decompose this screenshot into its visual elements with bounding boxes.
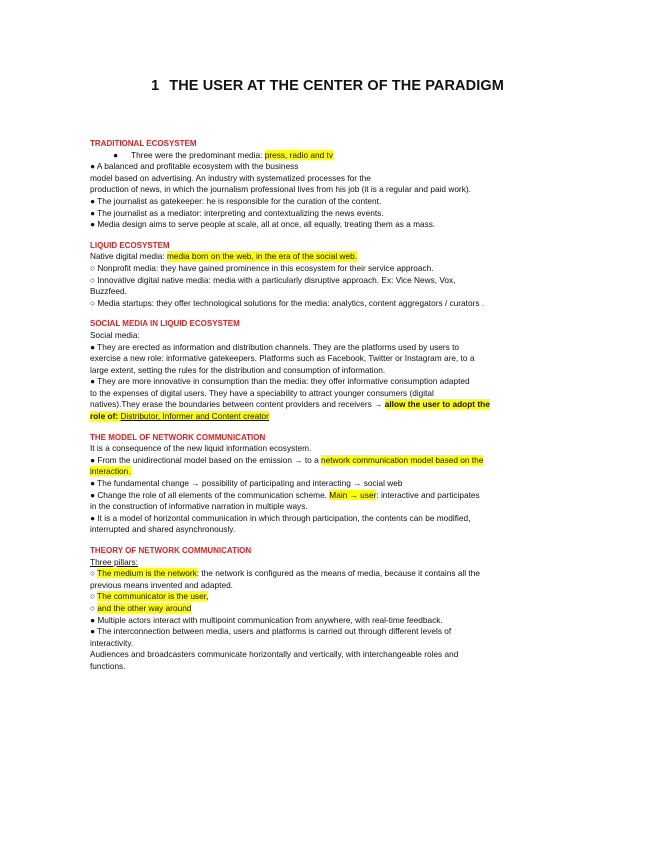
text-run: ● Change the role of all elements of the communication scheme.	[90, 489, 330, 500]
paragraph-line: interrupted and shared asynchronously.	[90, 524, 236, 535]
highlighted-text: The medium is the network	[97, 568, 197, 579]
highlighted-text: allow the user to adopt the	[384, 399, 490, 410]
paragraph-line: ● The journalist as gatekeeper: he is responsible for the curation of the content.	[90, 195, 382, 206]
paragraph-line: ● A balanced and profitable ecosystem with the business	[90, 161, 299, 172]
highlighted-text: and the other way around	[97, 602, 192, 613]
text-run: Three were the predominant media:	[131, 149, 265, 160]
paragraph-line	[90, 490, 570, 502]
text-run: : interactive and participates	[376, 489, 480, 500]
paragraph-line: model based on advertising. An industry with systematized processes for the	[90, 172, 371, 183]
paragraph-line: ○ Nonprofit media: they have gained prominence in this ecosystem for their service approach.	[90, 262, 434, 273]
bullet-icon: ○	[90, 568, 98, 579]
paragraph-line: ● They are more innovative in consumption than the media: they offer informative consumption adapted	[90, 376, 470, 387]
paragraph-line: ● Media design aims to serve people at scale, all at once, all equally, treating them as a mass.	[90, 219, 436, 230]
paragraph-line: ● Multiple actors interact with multipoint communication from anywhere, with real-time feedback.	[90, 614, 443, 625]
document-body	[90, 138, 570, 682]
bullet-icon: ○	[90, 591, 98, 602]
highlighted-text: The communicator is the user,	[97, 591, 209, 602]
paragraph-line: ○ Innovative digital native media: media with a particularly disruptive approach. Ex: Vice News, Vox,	[90, 274, 456, 285]
highlighted-text: Main → user	[329, 489, 377, 500]
paragraph-line	[90, 603, 570, 615]
text-run: natives).They erase the boundaries between content providers and receivers →	[90, 399, 385, 410]
highlighted-text: interaction.	[90, 466, 131, 477]
paragraph-line: Three pillars:	[90, 556, 138, 567]
paragraph-line: ● The journalist as a mediator: interpreting and contextualizing the news events.	[90, 207, 384, 218]
section-traditional-ecosystem	[90, 138, 570, 231]
paragraph-line: ● The interconnection between media, users and platforms is carried out through different levels of	[90, 626, 452, 637]
paragraph-line: interactivity.	[90, 637, 134, 648]
paragraph-line: large extent, setting the rules for the distribution and consumption of information.	[90, 364, 386, 375]
paragraph-line: Buzzfeed.	[90, 286, 127, 297]
paragraph-line: functions.	[90, 660, 126, 671]
highlighted-text: press, radio and tv	[264, 149, 334, 160]
paragraph-line	[90, 399, 570, 411]
paragraph-line: to the expenses of digital users. They have a speciability to attract younger consumers (digital	[90, 387, 434, 398]
text-run: Native digital media:	[90, 251, 168, 262]
paragraph-line: exercise a new role: informative gatekeepers. Platforms such as Facebook, Twitter or Instagram are, to a	[90, 353, 475, 364]
section-network-theory	[90, 545, 570, 673]
paragraph-line: ● The fundamental change → possibility of participating and interacting → social web	[90, 478, 403, 489]
section-social-media	[90, 318, 570, 422]
paragraph-line: in the construction of informative narration in multiple ways.	[90, 501, 308, 512]
section-heading: THE MODEL OF NETWORK COMMUNICATION	[90, 432, 266, 442]
paragraph-line: previous means invented and adapted.	[90, 579, 233, 590]
paragraph-line	[90, 591, 570, 603]
paragraph-line: Social media:	[90, 329, 140, 340]
highlighted-text: role of:	[90, 411, 121, 422]
paragraph-line: ○ Media startups: they offer technological solutions for the media: analytics, content aggregators / curators .	[90, 297, 485, 308]
paragraph-line: It is a consequence of the new liquid information ecosystem.	[90, 443, 312, 454]
paragraph-line	[90, 251, 570, 263]
page-title	[0, 78, 655, 94]
section-network-model	[90, 432, 570, 536]
paragraph-line	[90, 466, 570, 478]
bullet-icon: ●	[113, 149, 119, 160]
paragraph-line: production of news, in which the journalism professional lives from his job (it is a regular and paid work).	[90, 184, 471, 195]
paragraph-line: ● It is a model of horizontal communication in which through participation, the contents can be modified,	[90, 512, 471, 523]
paragraph-line: ● They are erected as information and distribution channels. They are the platforms used by users to	[90, 341, 460, 352]
section-heading: THEORY OF NETWORK COMMUNICATION	[90, 546, 252, 555]
text-run: : the network is configured as the means of media, because it contains all the	[196, 568, 480, 579]
section-heading: LIQUID ECOSYSTEM	[90, 240, 170, 250]
paragraph-line: Audiences and broadcasters communicate horizontally and vertically, with interchangeable roles and	[90, 649, 459, 660]
highlighted-text: network communication model based on the	[321, 454, 484, 465]
section-liquid-ecosystem	[90, 240, 570, 310]
bullet-icon: ○	[90, 602, 98, 613]
highlighted-underlined-text: Distributor, Informer and Content creator	[120, 411, 269, 422]
paragraph-line	[90, 150, 570, 162]
title-number: 1	[151, 78, 160, 94]
section-heading: TRADITIONAL ECOSYSTEM	[90, 139, 197, 148]
title-text: THE USER AT THE CENTER OF THE PARADIGM	[169, 78, 504, 94]
highlighted-text: media born on the web, in the era of the social web.	[167, 251, 358, 262]
section-heading: SOCIAL MEDIA IN LIQUID ECOSYSTEM	[90, 319, 240, 329]
paragraph-line	[90, 411, 570, 423]
paragraph-line	[90, 568, 570, 580]
text-run: ● From the unidirectional model based on the emission → to a	[90, 454, 321, 465]
paragraph-line	[90, 455, 570, 467]
